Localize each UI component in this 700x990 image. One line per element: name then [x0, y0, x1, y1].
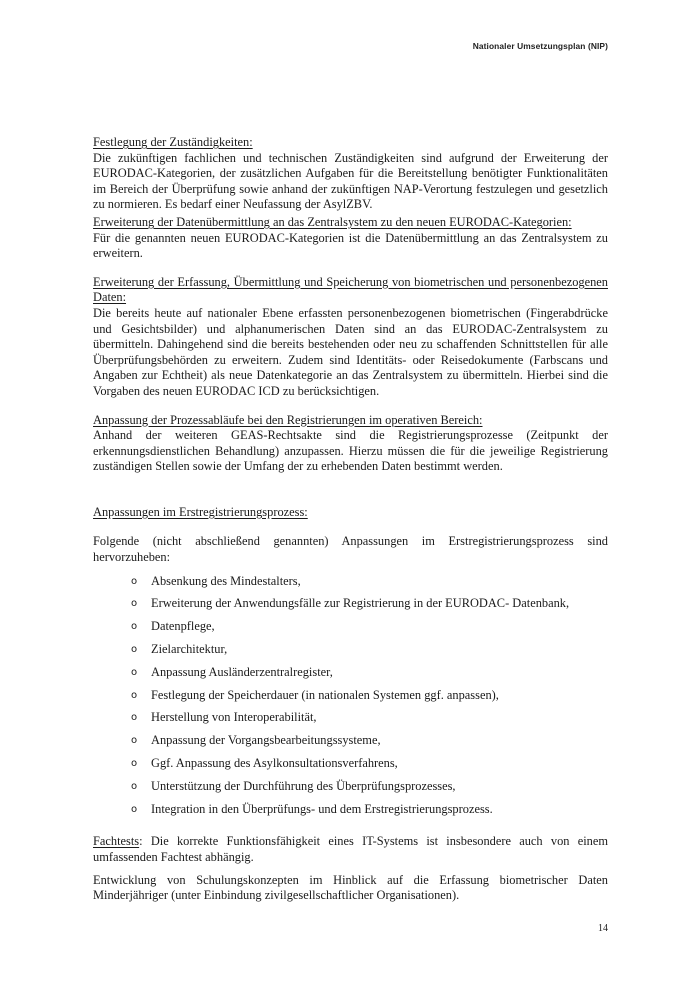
list-item: [93, 756, 608, 779]
list-item-text: Zielarchitektur,: [151, 642, 228, 657]
section-heading: Fachtests: [93, 834, 140, 849]
list-item-text: Unterstützung der Durchführung des Überprüfungsprozesses,: [151, 778, 456, 793]
bullet-icon: o: [131, 575, 138, 587]
page-number: 14: [598, 923, 608, 934]
bullet-icon: o: [131, 598, 138, 610]
list-item: [93, 642, 608, 665]
section-erstregistrierung: [93, 505, 608, 825]
bullet-icon: o: [131, 758, 138, 770]
document-header: Nationaler Umsetzungsplan (NIP): [472, 41, 608, 51]
bullet-icon: o: [131, 803, 138, 815]
section-paragraph: Anhand der weiteren GEAS-Rechtsakte sind die Registrierungsprozesse (Zeitpunkt der erkennungsdienstlichen Behandlung) anzupassen. Hierzu müssen die für die jeweilige Registrierung zuständigen Stellen sowie der Umfang der zu erhebenden Daten bestimmt werden.: [93, 428, 608, 474]
bullet-icon: o: [131, 735, 138, 747]
section-schulungskonzepte: [93, 873, 608, 904]
list-item: [93, 619, 608, 642]
list-item: [93, 688, 608, 711]
section-zustaendigkeiten: [93, 135, 608, 213]
section-heading: Festlegung der Zuständigkeiten:: [93, 135, 253, 149]
list-item-text: Datenpflege,: [151, 619, 215, 634]
list-item-text: Erweiterung der Anwendungsfälle zur Registrierung in der EURODAC- Datenbank,: [151, 596, 570, 611]
section-erfassung: [93, 275, 608, 400]
list-item-text: Integration in den Überprüfungs- und dem Erstregistrierungsprozess.: [151, 801, 493, 816]
section-intro: Folgende (nicht abschließend genannten) Anpassungen im Erstregistrierungsprozess sind hervorzuheben:: [93, 534, 608, 565]
section-paragraph: Für die genannten neuen EURODAC-Kategorien ist die Datenübermittlung an das Zentralsystem zu erweitern.: [93, 230, 608, 261]
section-fachtests: [93, 834, 608, 865]
list-item-text: Anpassung Ausländerzentralregister,: [151, 664, 333, 679]
list-item: [93, 596, 608, 619]
section-datenuebermittlung: [93, 215, 608, 262]
list-item-text: Herstellung von Interoperabilität,: [151, 710, 317, 725]
list-item: [93, 802, 608, 825]
section-paragraph: : Die korrekte Funktionsfähigkeit eines IT-Systems ist insbesondere auch von einem umfassenden Fachtest abhängig.: [93, 834, 608, 865]
list-item-text: Absenkung des Mindestalters,: [151, 573, 301, 588]
section-heading: Anpassungen im Erstregistrierungsprozess:: [93, 504, 308, 519]
bullet-icon: o: [131, 689, 138, 701]
bullet-icon: o: [131, 712, 138, 724]
section-heading: Erweiterung der Erfassung, Übermittlung und Speicherung von biometrischen und personenbezogenen Daten:: [93, 274, 608, 305]
bullet-icon: o: [131, 666, 138, 678]
section-paragraph: Die bereits heute auf nationaler Ebene erfassten personenbezogenen biometrischen (Fingerabdrücke und Gesichtsbilder) und alphanumerischen Daten sind an das EURODAC-Zentralsystem zu übermitteln. Dahingehend sind die bereits bestehenden oder neu zu schaffenden Schnittstellen für alle Überprüfungsbehörden zu erweitern. Zudem sind Identitäts- oder Reisedokumente (Farbscans und Angaben zur Echtheit) als neue Datenkategorie an das Zentralsystem zu übermitteln. Hierbei sind die Vorgaben des neuen EURODAC ICD zu berücksichtigen.: [93, 305, 608, 398]
section-prozessablaeufe: [93, 413, 608, 475]
list-item-text: Festlegung der Speicherdauer (in nationalen Systemen ggf. anpassen),: [151, 687, 499, 702]
page-body: [93, 135, 608, 904]
list-item-text: Anpassung der Vorgangsbearbeitungssysteme,: [151, 733, 381, 748]
list-item: [93, 574, 608, 597]
bullet-icon: o: [131, 621, 138, 633]
bullet-icon: o: [131, 644, 138, 656]
section-heading: Erweiterung der Datenübermittlung an das Zentralsystem zu den neuen EURODAC-Kategorien:: [93, 214, 572, 229]
bullet-icon: o: [131, 780, 138, 792]
list-item-text: Ggf. Anpassung des Asylkonsultationsverfahrens,: [151, 756, 398, 771]
section-heading: Anpassung der Prozessabläufe bei den Registrierungen im operativen Bereich:: [93, 412, 483, 427]
list-item: [93, 710, 608, 733]
bullet-list: [93, 574, 608, 825]
section-paragraph: Entwicklung von Schulungskonzepten im Hinblick auf die Erfassung biometrischer Daten Minderjähriger (unter Einbindung zivilgesellschaftlicher Organisationen).: [93, 872, 608, 903]
list-item: [93, 733, 608, 756]
list-item: [93, 665, 608, 688]
section-paragraph: Die zukünftigen fachlichen und technischen Zuständigkeiten sind aufgrund der Erweiterung der EURODAC-Kategorien, der zusätzlichen Aufgaben für die Bereitstellung benötigter Funktionalitäten im Bereich der Überprüfung sowie anhand der zukünftigen NAP-Verortung festzulegen und gesetzlich zu normieren. Es bedarf einer Neufassung der AsylZBV.: [93, 150, 608, 212]
list-item: [93, 779, 608, 802]
